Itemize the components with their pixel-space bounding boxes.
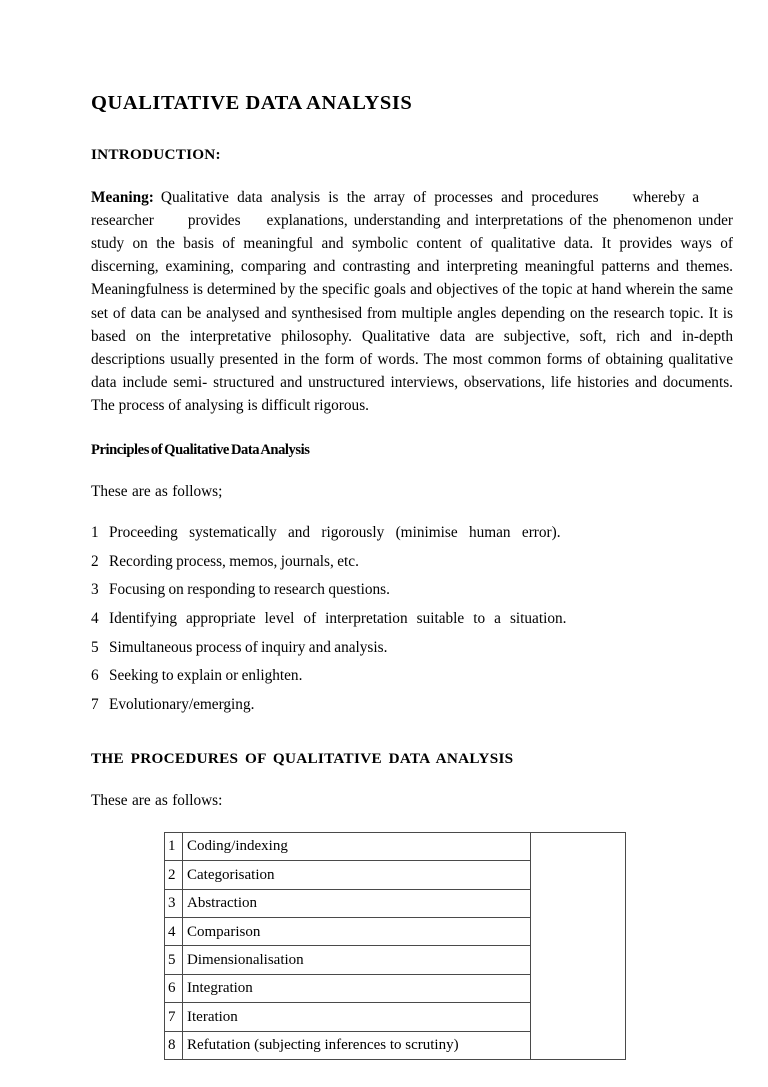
table-cell-label: Integration [183, 974, 531, 1002]
list-item [91, 664, 733, 687]
table-cell-label: Comparison [183, 918, 531, 946]
table-cell-blank [531, 918, 626, 946]
principles-list [91, 503, 733, 716]
table-row [165, 974, 626, 1002]
meaning-paragraph [91, 164, 733, 418]
list-item-label: Simultaneous process of inquiry and analysis. [109, 638, 388, 656]
list-item-number: 3 [91, 581, 99, 599]
procedures-heading: THE PROCEDURES OF QUALITATIVE DATA ANALYSIS [91, 749, 514, 767]
principles-intro-line: These are as follows; [91, 482, 223, 500]
table-cell-number: 3 [165, 889, 183, 917]
table-cell-number: 6 [165, 974, 183, 1002]
document-body [91, 88, 733, 1060]
table-cell-blank [531, 861, 626, 889]
procedures-table [164, 832, 626, 1060]
table-cell-number: 5 [165, 946, 183, 974]
principles-heading: Principles of Qualitative Data Analysis [91, 441, 310, 458]
list-item-number: 5 [91, 638, 99, 656]
list-item [91, 521, 733, 544]
table-cell-label: Dimensionalisation [183, 946, 531, 974]
table-cell-blank [531, 832, 626, 860]
table-cell-label: Categorisation [183, 861, 531, 889]
table-cell-blank [531, 946, 626, 974]
table-cell-number: 8 [165, 1031, 183, 1059]
meaning-segment-5: provides [187, 211, 241, 229]
list-item [91, 607, 733, 630]
list-item-number: 6 [91, 667, 99, 685]
table-cell-number: 7 [165, 1003, 183, 1031]
table-row [165, 1031, 626, 1059]
procedures-table-container [91, 812, 733, 1060]
table-cell-number: 1 [165, 832, 183, 860]
table-cell-blank [531, 1003, 626, 1031]
table-cell-label: Abstraction [183, 889, 531, 917]
table-cell-blank [531, 1031, 626, 1059]
table-cell-label: Coding/indexing [183, 832, 531, 860]
list-item [91, 693, 733, 716]
list-item-number: 2 [91, 552, 99, 570]
list-item [91, 636, 733, 659]
meaning-segment-4: researcher [91, 211, 154, 229]
table-row [165, 889, 626, 917]
table-row [165, 1003, 626, 1031]
procedures-intro-line: These are as follows: [91, 791, 223, 809]
table-row [165, 832, 626, 860]
table-row [165, 918, 626, 946]
page-title: QUALITATIVE DATA ANALYSIS [91, 92, 413, 114]
list-item-number: 1 [91, 523, 99, 541]
table-row [165, 946, 626, 974]
list-item-label: Focusing on responding to research questions. [109, 581, 390, 599]
introduction-heading: INTRODUCTION: [91, 145, 221, 163]
meaning-segment-1: Qualitative data analysis is the array of processes and procedures [160, 188, 599, 206]
table-cell-blank [531, 889, 626, 917]
table-cell-number: 4 [165, 918, 183, 946]
table-cell-label: Refutation (subjecting inferences to scrutiny) [183, 1031, 531, 1059]
list-item-label: Identifying appropriate level of interpretation suitable to a situation. [109, 609, 567, 627]
list-item [91, 578, 733, 601]
list-item [91, 550, 733, 573]
list-item-number: 7 [91, 696, 99, 714]
list-item-number: 4 [91, 609, 99, 627]
list-item-label: Recording process, memos, journals, etc. [109, 552, 359, 570]
list-item-label: Proceeding systematically and rigorously (minimise human error). [109, 523, 561, 541]
meaning-lead-label: Meaning: [91, 188, 154, 206]
meaning-segment-6: explanations, understanding and interpretations of the phenomenon under study on the basis of meaningful and symbolic content of qualitative data. It provides ways of discerning, examining, comparing and contrasting and interpreting meaningful patterns and themes. Meaningfulness is determined by the specific goals and objectives of the topic at hand wherein the same set of data can be analysed and synthesised from multiple angles depending on the research topic. It is based on the interpretative philosophy. Qualitative data are subjective, soft, rich and in-depth descriptions usually presented in the form of words. The most common forms of obtaining qualitative data include semi- structured and unstructured interviews, observations, life histories and documents. The process of analysing is difficult rigorous. [91, 211, 733, 415]
meaning-segment-3: a [692, 188, 699, 206]
table-row [165, 861, 626, 889]
list-item-label: Seeking to explain or enlighten. [109, 667, 303, 685]
table-cell-number: 2 [165, 861, 183, 889]
table-cell-label: Iteration [183, 1003, 531, 1031]
list-item-label: Evolutionary/emerging. [109, 696, 255, 714]
meaning-segment-2: whereby [632, 188, 686, 206]
table-cell-blank [531, 974, 626, 1002]
